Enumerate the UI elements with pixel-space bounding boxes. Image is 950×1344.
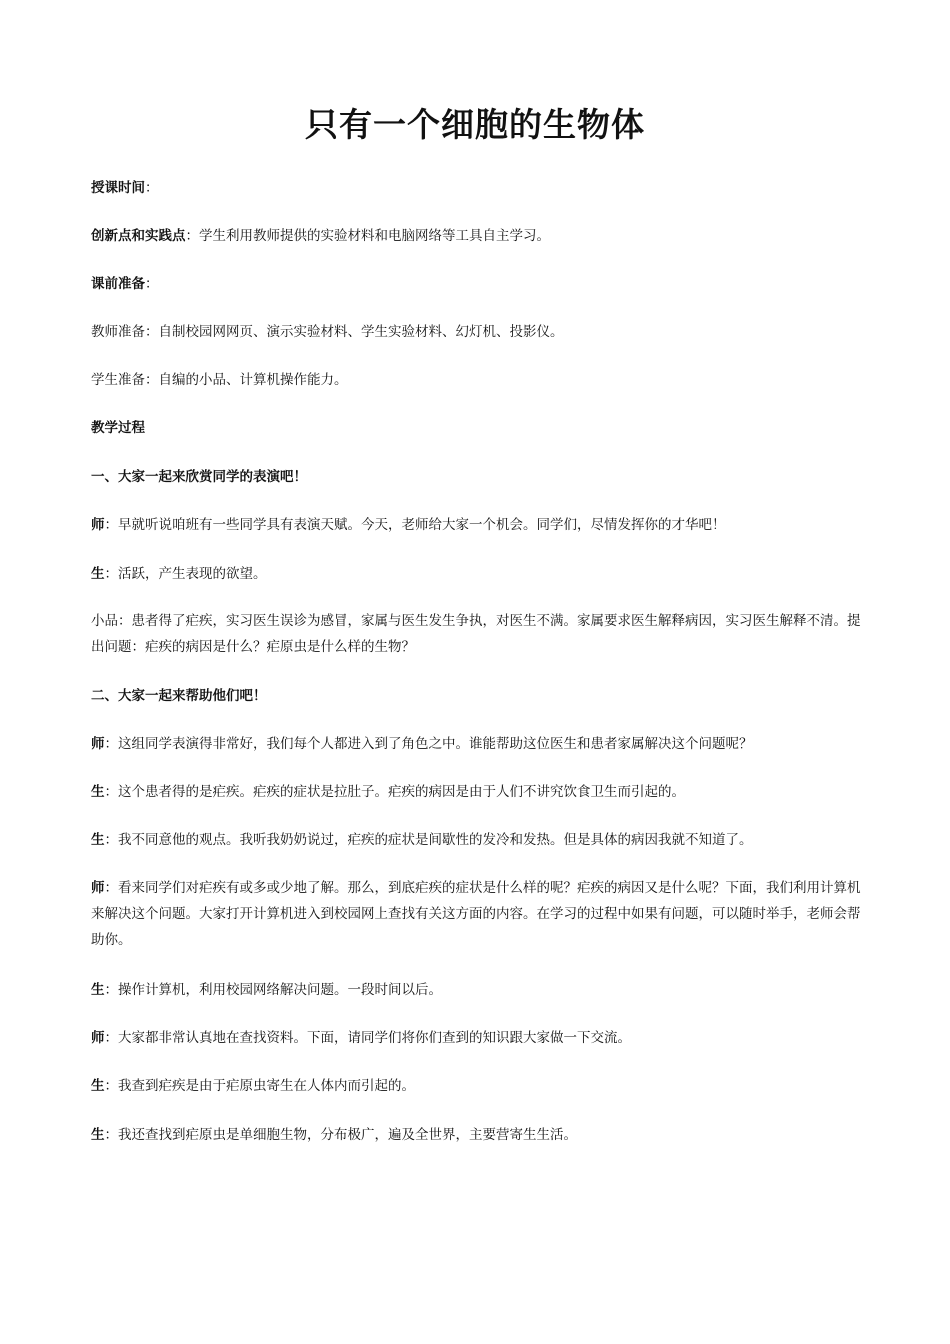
speaker-label: 师	[91, 880, 105, 896]
speaker-label: 生	[91, 832, 105, 848]
dialogue-line-7	[91, 977, 861, 1003]
dialogue-text: ：早就听说咱班有一些同学具有表演天赋。今天，老师给大家一个机会。同学们，尽情发挥你的才华吧！	[104, 517, 726, 533]
dialogue-text: ：大家都非常认真地在查找资料。下面，请同学们将你们查到的知识跟大家做一下交流。	[104, 1030, 631, 1046]
speaker-label: 生	[91, 1078, 105, 1094]
speaker-label: 师	[91, 517, 105, 533]
teaching-time-label: 授课时间	[91, 180, 145, 196]
skit-paragraph: 小品：患者得了疟疾，实习医生误诊为感冒，家属与医生发生争执，对医生不满。家属要求医生解释病因，实习医生解释不清。提出问题：疟疾的病因是什么？疟原虫是什么样的生物？	[91, 613, 861, 655]
document-title: 只有一个细胞的生物体	[305, 105, 645, 144]
dialogue-line-3	[91, 731, 861, 757]
student-prep-line: 学生准备：自编的小品、计算机操作能力。	[91, 372, 348, 388]
speaker-label: 生	[91, 566, 105, 582]
innovation-text: ：学生利用教师提供的实验材料和电脑网络等工具自主学习。	[185, 228, 550, 244]
dialogue-text: ：这组同学表演得非常好，我们每个人都进入到了角色之中。谁能帮助这位医生和患者家属解决这个问题呢？	[104, 736, 753, 752]
dialogue-text: ：我查到疟疾是由于疟原虫寄生在人体内而引起的。	[104, 1078, 415, 1094]
section1-heading: 一、大家一起来欣赏同学的表演吧！	[91, 469, 307, 485]
process-heading: 教学过程	[91, 420, 145, 436]
dialogue-line-4	[91, 779, 861, 805]
dialogue-line-1	[91, 512, 861, 538]
innovation-label: 创新点和实践点	[91, 228, 186, 244]
speaker-label: 师	[91, 1030, 105, 1046]
preparation-colon: ：	[145, 276, 159, 292]
speaker-label: 生	[91, 1127, 105, 1143]
preparation-line	[91, 271, 861, 297]
teaching-time-colon: ：	[145, 180, 159, 196]
dialogue-line-10	[91, 1122, 861, 1148]
dialogue-line-2	[91, 561, 861, 587]
speaker-label: 师	[91, 736, 105, 752]
speaker-label: 生	[91, 784, 105, 800]
teaching-time-line	[91, 175, 861, 201]
innovation-line	[91, 223, 861, 249]
dialogue-text: ：活跃，产生表现的欲望。	[104, 566, 267, 582]
section2-heading: 二、大家一起来帮助他们吧！	[91, 688, 267, 704]
dialogue-line-5	[91, 827, 861, 853]
dialogue-text: ：看来同学们对疟疾有或多或少地了解。那么，到底疟疾的症状是什么样的呢？疟疾的病因又是什么呢？下面，我们利用计算机来解决这个问题。大家打开计算机进入到校园网上查找有关这方面的内容。在学习的过程中如果有问题，可以随时举手，老师会帮助你。	[91, 880, 861, 948]
dialogue-text: ：我不同意他的观点。我听我奶奶说过，疟疾的症状是间歇性的发冷和发热。但是具体的病因我就不知道了。	[104, 832, 753, 848]
dialogue-text: ：这个患者得的是疟疾。疟疾的症状是拉肚子。疟疾的病因是由于人们不讲究饮食卫生而引起的。	[104, 784, 685, 800]
dialogue-line-6	[91, 875, 861, 953]
dialogue-line-9	[91, 1073, 861, 1099]
dialogue-text: ：操作计算机，利用校园网络解决问题。一段时间以后。	[104, 982, 442, 998]
dialogue-text: ：我还查找到疟原虫是单细胞生物，分布极广，遍及全世界，主要营寄生生活。	[104, 1127, 577, 1143]
speaker-label: 生	[91, 982, 105, 998]
preparation-label: 课前准备	[91, 276, 145, 292]
teacher-prep-line: 教师准备：自制校园网网页、演示实验材料、学生实验材料、幻灯机、投影仪。	[91, 324, 564, 340]
dialogue-line-8	[91, 1025, 861, 1051]
